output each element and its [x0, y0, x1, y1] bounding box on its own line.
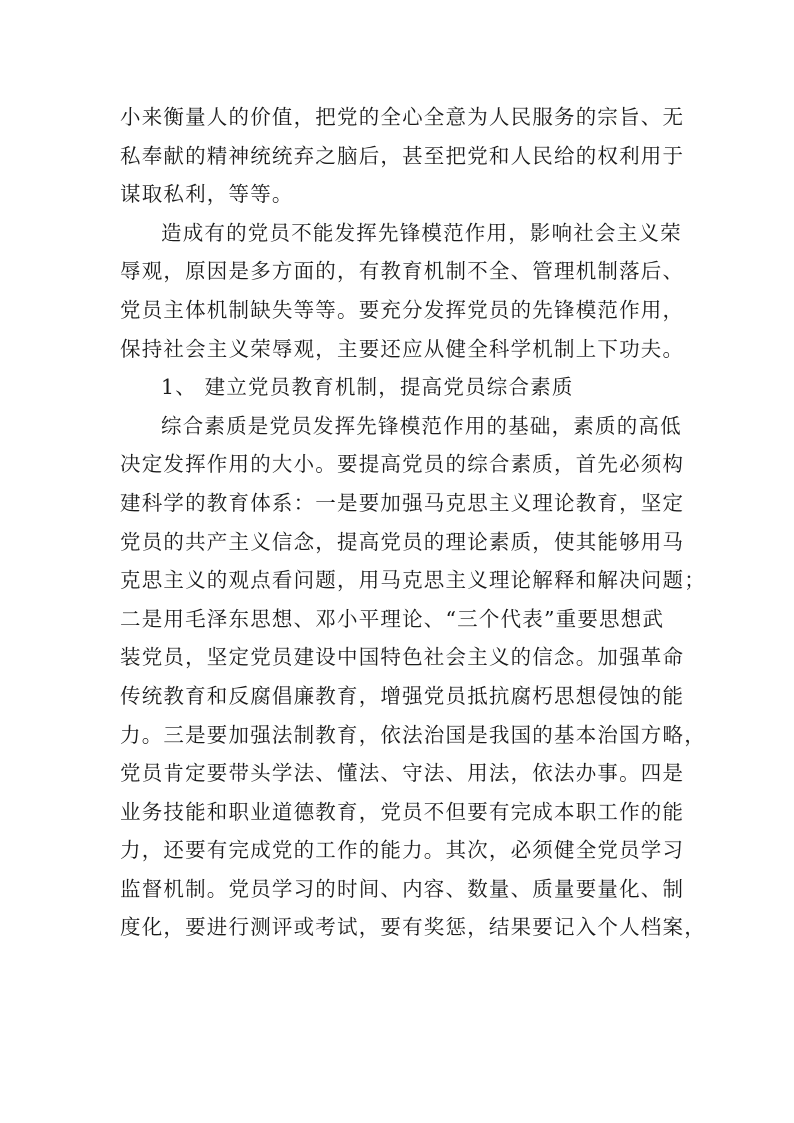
text-line: 克思主义的观点看问题，用马克思主义理论解释和解决问题； — [120, 568, 706, 593]
document-body — [120, 98, 706, 947]
text-line: 辱观，原因是多方面的，有教育机制不全、管理机制落后、 — [120, 259, 685, 284]
text-line: 二是用毛泽东思想、邓小平理论、“三个代表”重要思想武 — [120, 606, 665, 631]
text-line: 党员肯定要带头学法、懂法、守法、用法，依法办事。四是 — [120, 761, 685, 786]
paragraph-first-line: 综合素质是党员发挥先锋模范作用的基础，素质的高低 — [161, 413, 682, 438]
text-line: 党员的共产主义信念，提高党员的理论素质，使其能够用马 — [120, 529, 685, 554]
text-line: 力，还要有完成党的工作的能力。其次，必须健全党员学习 — [120, 838, 685, 863]
text-line: 决定发挥作用的大小。要提高党员的综合素质，首先必须构 — [120, 452, 685, 477]
text-line: 度化，要进行测评或考试，要有奖惩，结果要记入个人档案， — [120, 915, 706, 940]
text-line: 建科学的教育体系：一是要加强马克思主义理论教育，坚定 — [120, 490, 685, 515]
text-line: 业务技能和职业道德教育，党员不但要有完成本职工作的能 — [120, 799, 685, 824]
text-line: 监督机制。党员学习的时间、内容、数量、质量要量化、制 — [120, 876, 685, 901]
paragraph-first-line: 造成有的党员不能发挥先锋模范作用，影响社会主义荣 — [161, 220, 682, 245]
text-line: 装党员，坚定党员建设中国特色社会主义的信念。加强革命 — [120, 645, 685, 670]
text-line: 谋取私利，等等。 — [120, 182, 294, 207]
text-line: 私奉献的精神统统弃之脑后，甚至把党和人民给的权利用于 — [120, 143, 685, 168]
text-line: 党员主体机制缺失等等。要充分发挥党员的先锋模范作用， — [120, 297, 685, 322]
text-line: 力。三是要加强法制教育，依法治国是我国的基本治国方略， — [120, 722, 706, 747]
text-line: 保持社会主义荣辱观，主要还应从健全科学机制上下功夫。 — [120, 336, 685, 361]
text-line: 小来衡量人的价值，把党的全心全意为人民服务的宗旨、无 — [120, 105, 685, 129]
section-heading: 1、 建立党员教育机制，提高党员综合素质 — [161, 375, 574, 400]
text-line: 传统教育和反腐倡廉教育，增强党员抵抗腐朽思想侵蚀的能 — [120, 683, 685, 708]
